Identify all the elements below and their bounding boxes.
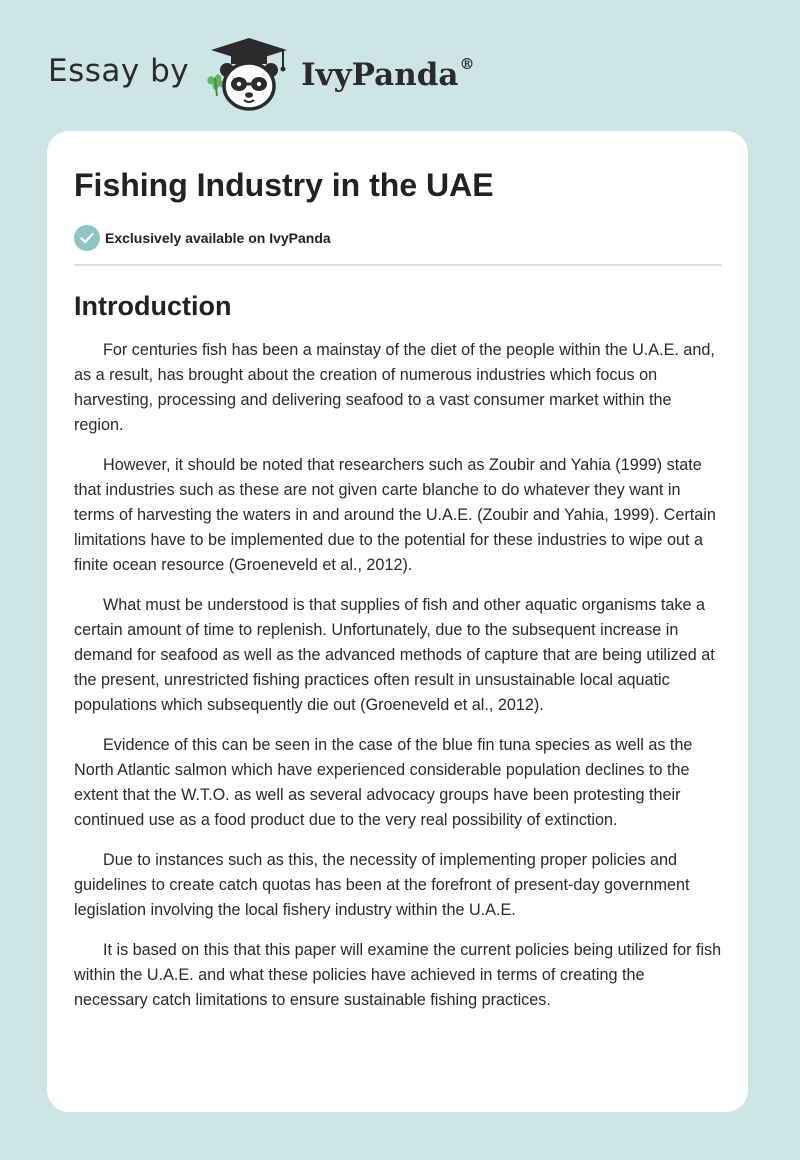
exclusive-badge-text: Exclusively available on IvyPanda bbox=[105, 230, 331, 246]
paragraph: Due to instances such as this, the necessity of implementing proper policies and guidelines to create catch quotas has been at the forefront of present-day government legislation involving the local fishery industry within the U.A.E. bbox=[74, 851, 690, 919]
essay-by-label: Essay by bbox=[48, 53, 190, 89]
paragraph: For centuries fish has been a mainstay of the diet of the people within the U.A.E. and, as a result, has brought about the creation of numerous industries which focus on harvesting, processing and delivering seafood to a vast consumer market within the region. bbox=[74, 341, 715, 434]
exclusive-badge bbox=[74, 225, 722, 251]
essay-card bbox=[47, 131, 748, 1112]
check-circle-icon bbox=[74, 225, 100, 251]
paragraph: However, it should be noted that researchers such as Zoubir and Yahia (1999) state that industries such as these are not given carte blanche to do whatever they want in terms of harvesting the waters in and around the U.A.E. (Zoubir and Yahia, 1999). Certain limitations have to be implemented due to the potential for these industries to wipe out a finite ocean resource (Groeneveld et al., 2012). bbox=[74, 456, 716, 574]
brand-name-text: IvyPanda bbox=[301, 57, 459, 93]
ivy-leaf-icon bbox=[207, 74, 224, 96]
paragraph: What must be understood is that supplies of fish and other aquatic organisms take a certain amount of time to replenish. Unfortunately, due to the subsequent increase in demand for seafood as well as the advanced methods of capture that are being utilized at the present, unrestricted fishing practices often result in unsustainable local aquatic populations which subsequently die out (Groeneveld et al., 2012). bbox=[74, 596, 715, 714]
brand-name[interactable] bbox=[301, 57, 474, 93]
page-title: Fishing Industry in the UAE bbox=[74, 167, 494, 203]
paragraph: It is based on this that this paper will examine the current policies being utilized for fish within the U.A.E. and what these policies have achieved in terms of creating the necessary catch limitations to ensure sustainable fishing practices. bbox=[74, 941, 722, 1009]
ivypanda-logo-icon[interactable] bbox=[203, 34, 295, 114]
title-divider bbox=[74, 264, 722, 266]
site-header bbox=[48, 34, 475, 114]
paragraph: Evidence of this can be seen in the case of the blue fin tuna species as well as the North Atlantic salmon which have experienced considerable population declines to the extent that the W.T.O. as well as several advocacy groups have been protesting their continued use as a food product due to the very real possibility of extinction. bbox=[74, 736, 693, 829]
registered-mark: ® bbox=[459, 55, 475, 73]
section-heading-introduction: Introduction bbox=[74, 291, 232, 321]
